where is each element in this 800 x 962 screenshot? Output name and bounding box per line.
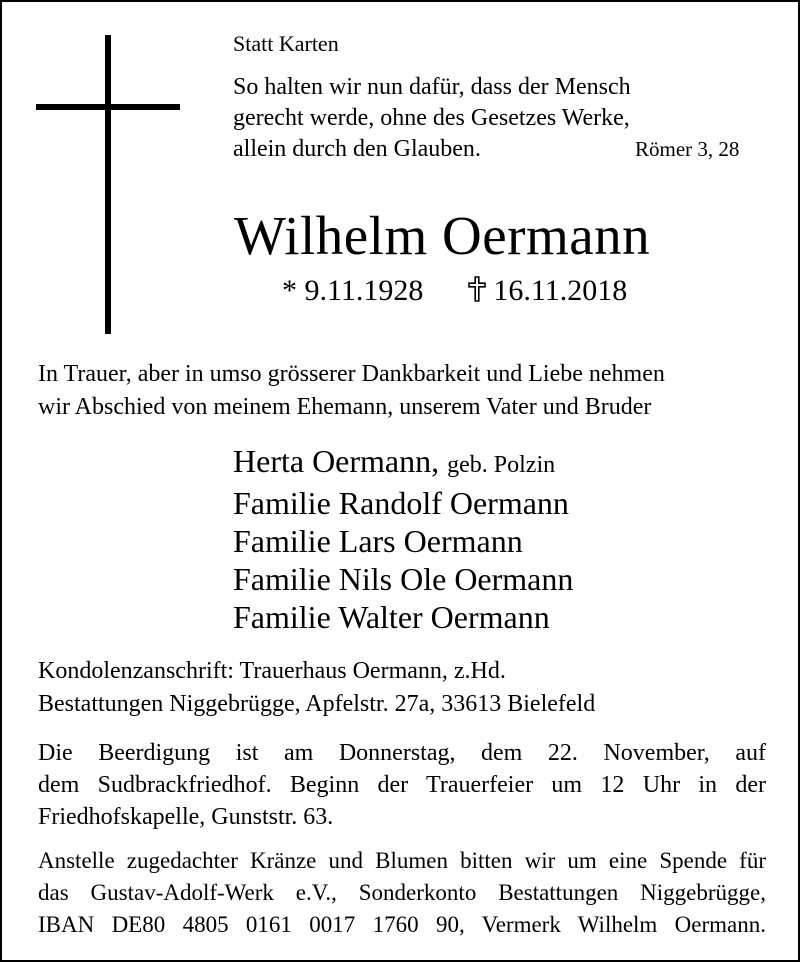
verse-line: So halten wir nun dafür, dass der Mensch	[233, 74, 631, 100]
family-member: Familie Walter Oermann	[233, 599, 550, 635]
mourning-text	[38, 358, 665, 424]
donation-request	[38, 845, 766, 941]
donation-line: Anstelle zugedachter Kränze und Blumen bitten wir um eine Spende für	[38, 848, 766, 873]
birth-date: * 9.11.1928	[282, 274, 424, 307]
widow-name: Herta Oermann,	[233, 443, 440, 479]
family-member: Familie Nils Ole Oermann	[233, 561, 574, 597]
intro-line: wir Abschied von meinem Ehemann, unserem Vater und Bruder	[38, 394, 652, 420]
family-member: Familie Randolf Oermann	[233, 485, 569, 521]
condolence-address	[38, 655, 595, 721]
death-cross-icon	[467, 276, 487, 302]
death-date: 16.11.2018	[493, 274, 628, 307]
donation-line: das Gustav-Adolf-Werk e.V., Sonderkonto Bestattungen Niggebrügge,	[38, 880, 766, 905]
verse-line: allein durch den Glauben.	[233, 136, 481, 162]
funeral-line: Die Beerdigung ist am Donnerstag, dem 22. November, auf	[38, 740, 766, 766]
funeral-info	[38, 737, 766, 833]
donation-line: IBAN DE80 4805 0161 0017 1760 90, Vermerk Wilhelm Oermann.	[38, 912, 766, 937]
latin-cross-icon	[105, 35, 111, 334]
statt-karten-label: Statt Karten	[233, 31, 339, 56]
latin-cross-bar	[36, 104, 180, 110]
family-member-widow	[233, 442, 573, 484]
condolence-line: Bestattungen Niggebrügge, Apfelstr. 27a, 33613 Bielefeld	[38, 691, 596, 717]
death-date-group	[467, 274, 627, 307]
condolence-line: Kondolenzanschrift: Trauerhaus Oermann, z.Hd.	[38, 658, 506, 684]
intro-line: In Trauer, aber in umso grösserer Dankbarkeit und Liebe nehmen	[38, 361, 665, 387]
deceased-name: Wilhelm Oermann	[234, 205, 651, 266]
family-list	[233, 442, 573, 636]
verse-line: gerecht werde, ohne des Gesetzes Werke,	[233, 105, 630, 131]
funeral-line: Friedhofskapelle, Gunststr. 63.	[38, 804, 334, 830]
family-member: Familie Lars Oermann	[233, 523, 523, 559]
verse-reference: Römer 3, 28	[635, 137, 740, 161]
bible-verse	[233, 72, 631, 165]
widow-maiden-name: geb. Polzin	[447, 452, 556, 478]
funeral-line: dem Sudbrackfriedhof. Beginn der Trauerfeier um 12 Uhr in der	[38, 772, 766, 798]
life-dates	[282, 274, 627, 308]
